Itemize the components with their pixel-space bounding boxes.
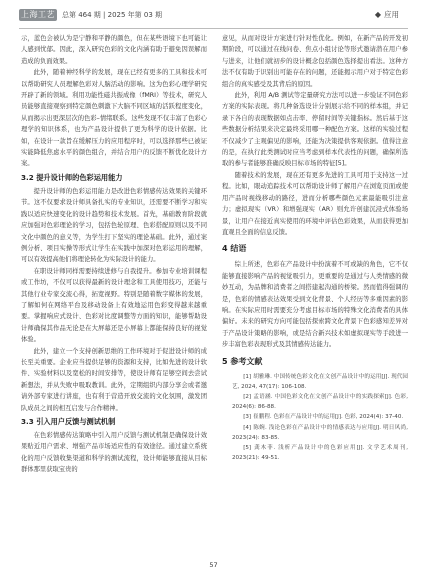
paragraph: 随着技术的发展，现在还有更多先进的工具可用于支持这一过程。比如，眼动追踪技术可以帮助设计师了解用户在浏览页面或使用产品时视线移动的路径，进而分析哪些颜色元素最能吸引注意力；虚拟现实（VR）和增强现实（AR）则允许创建沉浸式体验场景，让用户在接近真实使用的环境中评估色彩效果，从而获得更加直观且全面的信息反馈。 bbox=[222, 171, 408, 236]
paragraph: 此外，随着神经科学的发展，现在已经有更多的工具和技术可以帮助研究人员理解色彩对人脑活动的影响。这为色彩心理学研究开辟了新的领域。利用功能性磁共振成像（fMRI）等技术，研究人员能够直接观察到特定颜色刺激下大脑不同区域的活跃程度变化，从而揭示出更深层次的色彩–情绪联系。这些发现不仅丰富了色彩心理学的知识体系，也为产品设计提供了更为科学的设计依据。比如，在设计一款旨在缓解压力的应用程序时，可以选择那些已被证实能降低焦虑水平的颜色组合，并结合用户的反馈不断优化设计方案。 bbox=[21, 69, 207, 168]
paragraph: 在色彩情感传达策略中引入用户反馈与测试机制是确保设计效果贴近用户需求、增强产品市场适应性的有效途径。通过建立系统化的用户反馈收集渠道和科学的测试流程，设计师能够直接从目标群体那里获取宝贵的 bbox=[21, 432, 207, 474]
left-column bbox=[21, 33, 207, 476]
paragraph: 在职设计师同样需要持续进修与自我提升。参加专业培训课程或工作坊，不仅可以获得最新的设计理念和工具使用技巧，还能与其他行业专家交流心得，拓宽视野。特别是随着数字媒体的发展，了解如何在网络平台及移动设备上有效地运用色彩变得越来越重要。掌握响应式设计、色彩对比度调整等方面的知识，能够帮助设计师确保其作品无论是在大屏幕还是小屏幕上都能保持良好的视觉体验。 bbox=[21, 267, 207, 344]
page-header bbox=[0, 0, 427, 30]
paragraph: 此外，利用 A/B 测试等定量研究方法可以进一步验证不同色彩方案的实际表现。将几种备选设计分别展示给不同的样本组，并记录下各自的表现数据如点击率、停留时间等关键指标。然后基于这些数据分析结果来决定最终采用哪一种配色方案。这样的实验过程不仅减少了主观偏见的影响，还能为决策提供客观依据。值得注意的是，在执行此类测试时应当考虑到样本代表性的问题，确保所选取的参与者能够准确反映目标市场的特征[5]。 bbox=[222, 92, 408, 168]
paragraph: 提升设计师的色彩运用能力是改进色彩情感传达效果的关键环节。这不仅要求设计师具备扎实的专业知识，还需要不断学习和实践以适应快速变化的设计趋势和技术发展。首先，基础教育阶段就应加强对色彩理论的学习，包括色轮原理、色彩搭配原则以及不同文化中颜色的意义等，为学生打下坚实的理论基础。此外，通过案例分析、项目实操等形式让学生在实践中加深对色彩运用的理解，可以有效提高他们将理论转化为实际设计的能力。 bbox=[21, 187, 207, 264]
paragraph: 意见，从而对设计方案进行针对性优化。例如，在新产品的开发初期阶段，可以通过在线问卷、焦点小组讨论等形式邀请潜在用户参与进来，让他们就初步的设计概念包括颜色选择提出看法。这种方法不仅有助于识别出可能存在的问题，还能揭示用户对于特定色彩组合的真实感受及其背后的原因。 bbox=[222, 35, 408, 88]
reference-item: [3] 崔鹏程. 色彩在产品设计中的运用[J]. 色彩, 2024(4): 37-40. bbox=[243, 414, 404, 421]
section-heading-3-2: 3.2 提升设计师的色彩运用能力 bbox=[21, 172, 123, 182]
right-column bbox=[222, 33, 408, 463]
section-heading-conclusion: 4 结语 bbox=[222, 244, 247, 254]
paragraph: 示，蓝色会被认为是宁静和平静的颜色，但在某些语境下也可能让人感到忧郁。因此，深入研究色彩的文化内涵有助于避免因误解而造成的负面效果。 bbox=[21, 35, 207, 65]
section-label: 应用 bbox=[384, 10, 399, 19]
paragraph: 综上所述，色彩在产品设计中扮演着不可或缺的角色，它不仅能够直接影响产品的视觉吸引力，更重要的是通过与人类情感的微妙互动，为品牌和消费者之间搭建起沟通的桥梁。然而值得强调的是，色彩的情感表达效果受到文化背景、个人经历等多重因素的影响。在实际应用时需要充分考虑目标市场的特殊文化消费者的具体偏好。未来的研究方向可能包括探索跨文化背景下色彩感知差异对于产品设计策略的影响，或是结合新兴技术如虚拟现实等手段进一步丰富色彩表现形式及其情感传达能力。 bbox=[222, 261, 408, 349]
reference-item: [2] 孟语涵. 中国色彩文化在文创产品设计中的实践探索[J]. 色彩, 2024(6): 86-88. bbox=[232, 393, 408, 411]
reference-list bbox=[222, 372, 408, 464]
section-heading-3-3: 3.3 引入用户反馈与测试机制 bbox=[21, 417, 116, 426]
header-divider bbox=[19, 28, 408, 29]
page-number: 57 bbox=[209, 561, 218, 569]
reference-item: [5] 龚木菲. 浅析产品设计中的色彩应用[J]. 文学艺术周刊, 2023(21): 49-51. bbox=[232, 444, 408, 462]
reference-item: [1] 胡雅琳. 中国传统色彩文化在文创产品设计中的运用[J]. 现代园艺, 2024, 47(17): 106-108. bbox=[232, 373, 408, 390]
issue-line: 总第 464 期 | 2025 年第 03 期 bbox=[62, 11, 163, 19]
journal-logo: 上海工艺 bbox=[21, 10, 55, 19]
section-diamond-icon: ◆ bbox=[374, 10, 381, 19]
section-heading-references: 5 参考文献 bbox=[222, 356, 263, 366]
paragraph: 此外，建立一个支持创新思维的工作环境对于促进设计师的成长至关重要。企业应当提供足够的资源和支持，比如先进的设计软件、实验材料以及宽松的时间安排等，使设计师有足够空间去尝试新想法，并从失败中吸取教训。此外，定期组织内部分享会或者邀请外部专家进行讲座，也有利于营造开放交流的文化氛围，激发团队成员之间的相互启发与合作精神。 bbox=[21, 347, 207, 412]
section-tag bbox=[375, 9, 399, 20]
reference-item: [4] 陈婉. 浅论色彩在产品设计中的情感表达与应用[J]. 明日风尚, 2023(24): 83-85. bbox=[232, 424, 408, 441]
